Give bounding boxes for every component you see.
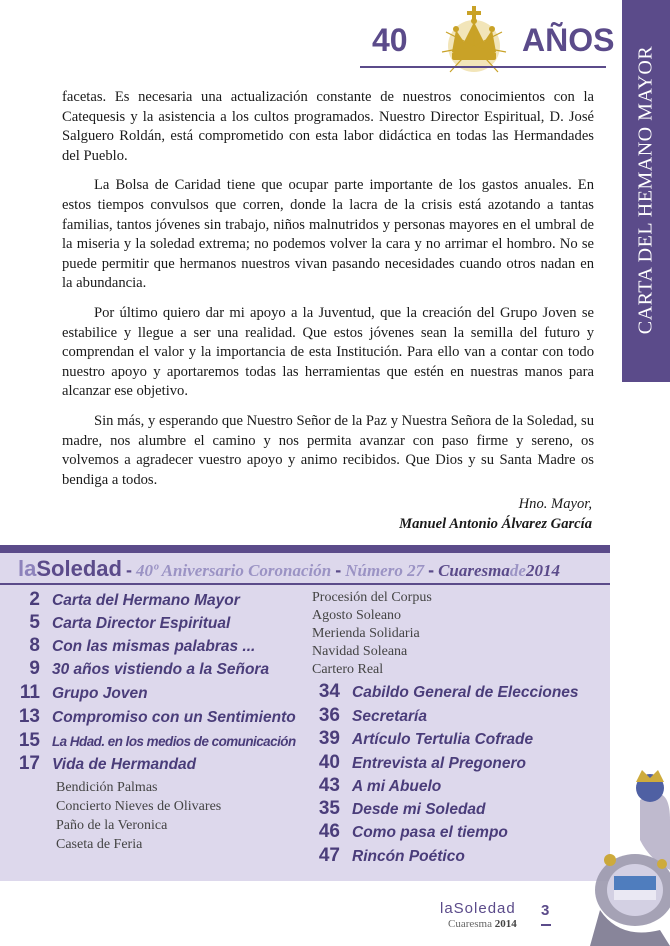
section-title: CARTA DEL HEMANO MAYOR	[634, 45, 657, 335]
toc-subitem: Caseta de Feria	[56, 837, 143, 852]
paragraph: facetas. Es necesaria una actualización constante de nuestros conocimientos con la Catequesis y la asistencia a los cultos programados. Nuestro Director Espiritual, D. José Salguero Roldán, está comprometido con esta labor didáctica en todas las Hermandades del Pueblo.	[62, 89, 594, 164]
footer-issue: Cuaresma 2014	[448, 918, 517, 930]
paragraph: Por último quiero dar mi apoyo a la Juventud, que la creación del Grupo Joven se estabilice y llegue a ser una realidad. Que estos jóvenes sean la semilla del futuro y comprendan el valor y la importancia de esta Institución. Para ello van a contar con todo nuestro apoyo y aportaremos todas las herramientas que estén en nuestras manos para alcanzar ese objetivo.	[62, 304, 594, 400]
toc-item[interactable]: 34 Cabildo General de Elecciones	[318, 681, 579, 702]
toc-item[interactable]: 35 Desde mi Soledad	[318, 798, 486, 819]
toc-subitem: Procesión del Corpus	[312, 590, 432, 605]
toc-item[interactable]: 40 Entrevista al Pregonero	[318, 752, 527, 773]
coat-of-arms-icon	[580, 760, 670, 946]
toc-subitem: Navidad Soleana	[312, 644, 408, 659]
header-number: 40	[372, 22, 408, 58]
signature-name: Manuel Antonio Álvarez García	[399, 516, 592, 532]
header-word: AÑOS	[522, 22, 615, 58]
toc-subitem: Concierto Nieves de Olivares	[56, 799, 222, 814]
brand-soledad: Soledad	[36, 556, 122, 581]
toc-item[interactable]: 5 Carta Director Espiritual	[29, 612, 231, 633]
toc-item[interactable]: 9 30 años vistiendo a la Señora	[29, 658, 270, 679]
toc-item[interactable]: 8 Con las mismas palabras ...	[29, 635, 256, 656]
toc-item[interactable]: 2 Carta del Hermano Mayor	[29, 589, 240, 610]
crown-icon	[432, 2, 516, 82]
header-rule	[360, 66, 606, 68]
toc-item[interactable]: 39 Artículo Tertulia Cofrade	[318, 728, 534, 749]
signature-role: Hno. Mayor,	[518, 496, 592, 512]
anniversary-text: 40º Aniversario Coronación	[135, 561, 332, 580]
page-number: 3	[541, 902, 550, 919]
toc-item[interactable]: 36 Secretaría	[318, 705, 427, 726]
footer-magazine-name: laSoledad	[440, 900, 516, 917]
paragraph: Sin más, y esperando que Nuestro Señor de la Paz y Nuestra Señora de la Soledad, su madre, nos alumbre el camino y nos permita avanzar con paso firme y sereno, os volvemos a agradecer vuestro apoyo y animo recibidos. Que Dios y su Santa Madre os bendiga a todos.	[62, 412, 594, 488]
page-number-rule	[541, 924, 551, 926]
issue-number: Número 27	[345, 561, 425, 580]
toc-subitem: Merienda Solidaria	[312, 626, 420, 641]
panel-title-rule	[0, 583, 610, 585]
toc-item[interactable]: 17 Vida de Hermandad	[18, 753, 197, 774]
issue-season: Cuaresma	[438, 561, 510, 580]
letter-body	[62, 88, 594, 490]
paragraph: La Bolsa de Caridad tiene que ocupar parte importante de los gastos anuales. En estos tiempos convulsos que corren, donde la lacra de la crisis está azotando a tantas familias, tantos jóvenes sin trabajo, niños malnutridos y personas mayores en el umbral de la miseria y la soledad extrema; no podemos volver la cara y no arrimar el hombro. No se puede permitir que hermanos nuestros vivan pasando necesidades cuando otros nadan en la abundancia.	[62, 177, 594, 292]
brand-la: la	[18, 556, 37, 581]
panel-top-bar	[0, 545, 610, 553]
toc-subitem: Agosto Soleano	[312, 608, 402, 623]
issue-year: 2014	[525, 561, 560, 580]
toc-subitem: Bendición Palmas	[56, 780, 158, 795]
toc-item[interactable]: 47 Rincón Poético	[318, 845, 465, 866]
signature	[399, 494, 592, 534]
toc-item[interactable]: 11 Grupo Joven	[19, 682, 148, 703]
toc-subitem: Cartero Real	[312, 662, 384, 677]
toc-subitem: Paño de la Veronica	[56, 818, 168, 833]
panel-title: laSoledad - 40º Aniversario Coronación - Número 27 - Cuaresmade2014	[18, 556, 560, 581]
toc-item[interactable]: 13 Compromiso con un Sentimiento	[18, 706, 296, 727]
toc-item[interactable]: 43 A mi Abuelo	[318, 775, 442, 796]
toc-item[interactable]: 46 Como pasa el tiempo	[318, 821, 508, 842]
toc-item[interactable]: 15 La Hdad. en los medios de comunicación	[18, 730, 296, 751]
